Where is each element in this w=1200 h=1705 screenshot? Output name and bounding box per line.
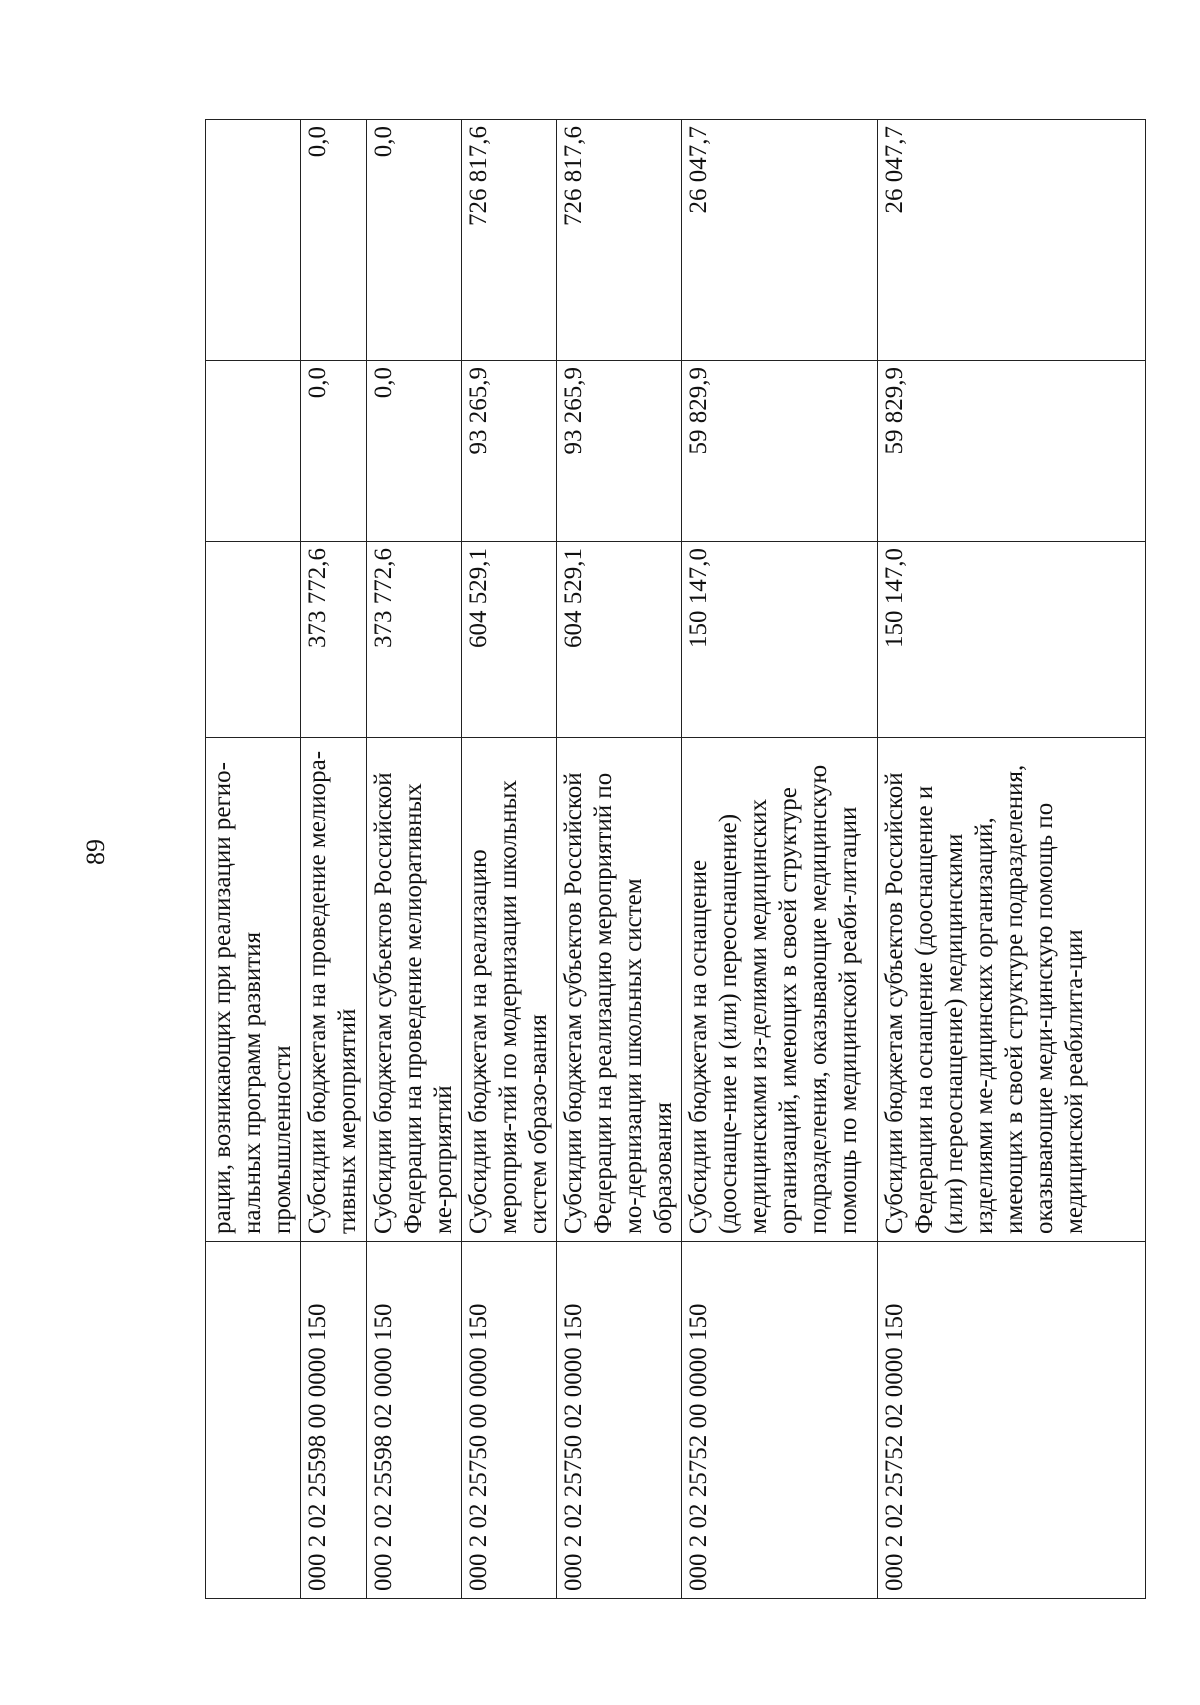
value1-cell: 150 147,0 [682,542,878,738]
description-cell: Субсидии бюджетам на оснащение (дооснаще-ние и (или) переоснащение) медицинскими из-делиями медицинских организаций, имеющих в своей структуре подразделения, оказывающие медицинскую помощь по медицинской реаби-литации [682,738,878,1242]
description-cell: Субсидии бюджетам субъектов Российской Федерации на реализацию мероприятий по мо-дернизации школьных систем образования [557,738,682,1242]
budget-code-cell: 000 2 02 25750 00 0000 150 [462,1242,557,1599]
value2-cell: 59 829,9 [682,361,878,542]
description-cell: Субсидии бюджетам субъектов Российской Федерации на оснащение (дооснащение и (или) переоснащение) медицинскими изделиями ме-дицинских организаций, имеющих в своей структуре подразделения, оказывающие меди-цинскую помощь по медицинской реабилита-ции [878,738,1146,1242]
value1-cell: 373 772,6 [301,542,367,738]
value1-cell: 604 529,1 [462,542,557,738]
value3-cell: 26 047,7 [682,120,878,361]
budget-code-cell: 000 2 02 25598 02 0000 150 [367,1242,462,1599]
table-row [682,120,878,1599]
description-cell: Субсидии бюджетам субъектов Российской Федерации на проведение мелиоративных ме-роприятий [367,738,462,1242]
budget-code-cell: 000 2 02 25752 02 0000 150 [878,1242,1146,1599]
budget-code-cell [206,1242,301,1599]
budget-table-container [205,120,1101,1599]
budget-code-cell: 000 2 02 25598 00 0000 150 [301,1242,367,1599]
table-row [367,120,462,1599]
description-cell: рации, возникающих при реализации регио-нальных программ развития промышленности [206,738,301,1242]
value1-cell [206,542,301,738]
value2-cell: 59 829,9 [878,361,1146,542]
value3-cell: 726 817,6 [557,120,682,361]
value3-cell [206,120,301,361]
value3-cell: 0,0 [367,120,462,361]
value3-cell: 26 047,7 [878,120,1146,361]
page-number: 89 [81,839,110,865]
table-row [557,120,682,1599]
table-row [462,120,557,1599]
budget-code-cell: 000 2 02 25752 00 0000 150 [682,1242,878,1599]
value2-cell: 0,0 [367,361,462,542]
budget-table [205,119,1146,1599]
value3-cell: 0,0 [301,120,367,361]
value2-cell: 0,0 [301,361,367,542]
value1-cell: 150 147,0 [878,542,1146,738]
value2-cell [206,361,301,542]
value3-cell: 726 817,6 [462,120,557,361]
table-row [301,120,367,1599]
value2-cell: 93 265,9 [462,361,557,542]
table-row [206,120,301,1599]
description-cell: Субсидии бюджетам на реализацию мероприя-тий по модернизации школьных систем образо-вания [462,738,557,1242]
budget-code-cell: 000 2 02 25750 02 0000 150 [557,1242,682,1599]
description-cell: Субсидии бюджетам на проведение мелиора-тивных мероприятий [301,738,367,1242]
value1-cell: 604 529,1 [557,542,682,738]
table-row [878,120,1146,1599]
value2-cell: 93 265,9 [557,361,682,542]
value1-cell: 373 772,6 [367,542,462,738]
